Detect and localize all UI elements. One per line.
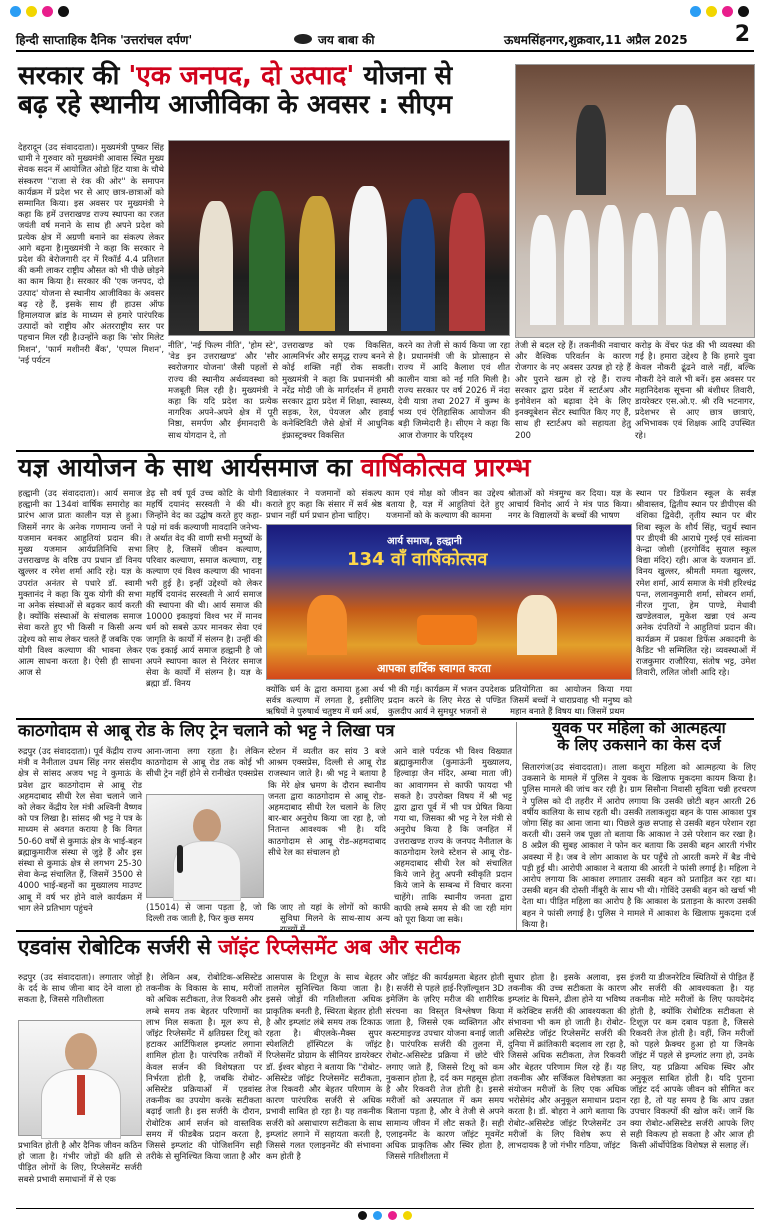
headline-text: योजना से xyxy=(354,61,453,91)
color-dot xyxy=(403,1211,412,1220)
story3-headline xyxy=(18,722,514,740)
tie-shape xyxy=(77,1075,85,1115)
masthead xyxy=(16,22,754,52)
story5-col6: इंजरी या डीजनरेटिव स्थितियों से पीड़ित हैं और सर्जरी की आवश्यकता है। यह तकनीक मोटे मरीजों के लिए फायदेमंद होती है, क्योंकि रोबोटिक सटीकता से टिशूज़ पर कम दबाव पड़ता है, जिससे रिकवरी तेज होती है। वहीं, जिन मरीजों को पहले फ्रैक्चर हुआ हो या जिनके जॉइंट में पहले से इम्प्लांट लगा हो, उनके लिए, यह प्रक्रिया अधिक स्थिर और अनुकूल साबित होती है। यदि पुराना जॉइंट दर्द आपके जीवन को सीमित कर रहा है, तो यह समय है कि आप उन्नत उपचार विकल्पों की खोज करें। जानें कि क्या रोबोट-असिस्टेड सर्जरी आपके लिए सही विकल्प हो सकता है और आज ही किसी ऑर्थोपेडिक विशेषज्ञ से सलाह लें। xyxy=(630,972,754,1151)
shoe-logo-icon xyxy=(294,34,312,44)
person-figure xyxy=(307,595,347,655)
story2-col1: हल्द्वानी (उद संवाददाता)। आर्य समाज हल्द्वानी का 134वां वार्षिक समारोह का प्रारंभ आज प्रातः कालीन यज्ञ से हुआ। जिसमें नगर के अनेक गणमान्य जनों ने यजमान बनकर आहुतियां प्रदान की। मुख्य यजमान आर्यप्रतिनिधि सभा उत्तराखण्ड के वरिष्ठ उप प्रधान डॉ विनय खुल्लर व रमेश शर्मा आदि रहे। यज्ञ के उपरांत अनंतर से पधारे डॉ. स्वामी मुक्तानंद ने कहा कि युक योगी की सभा ना अनेक संस्थाओं से बढ़कर कार्य करती है। क्योंकि संस्थाओं के संचालक समाज सेवा करते हुए भी किसी न किसी अन्य उद्देश्य को साथ लेकर चलते हैं जबकि एक योगी विश्व कल्याण की भावना लेकर आत्म साधना करता है। ऐसी ही साधना आज से xyxy=(18,488,142,678)
person-figure xyxy=(666,105,696,195)
color-dot xyxy=(42,6,53,17)
story2-col3: विद्यालंकार ने यजमानों को संकल्प कराते हुए कहा कि संसार में सर्व श्रेष्ठ प्रधान नहीं धर्म प्रधान होना चाहिए। xyxy=(266,488,382,521)
story5-col3: आसपास के टिशूज़ के साथ बेहतर तालमेल सुनिश्चित किया जाता है। इससे जोड़ों की गतिशीलता अधिक प्राकृतिक बनती है, स्थिरता बेहतर होती है और इम्प्लांट लंबे समय तक टिकाऊ रहता है। बीएलके-मैक्स सुपर स्पेशलिटी हॉस्पिटल के जॉइंट रिप्लेसमेंट प्रोग्राम के सीनियर डायरेक्टर डॉ. ईश्वर बोहरा ने बताया कि "रोबोट-असिस्टेड जॉइंट रिप्लेसमेंट सटीकता, तेज रिकवरी और बेहतर परिणाम के कारण पारंपरिक सर्जरी से अधिक प्रभावी साबित हो रहा है। यह तकनीक सर्जरी को असाधारण सटीकता के साथ इम्प्लांट लगाने में सहायता करती है, जिससे गलत एलाइनमेंट की संभावना कम होती है xyxy=(266,972,382,1162)
story2-col2: डेढ़ सौ वर्ष पूर्व उच्च कोटि के योगी महर्षि दयानंद सरस्वती ने की थी। जिन्होंने वेद का उद्घोष करते हुए कहा-पक्षे मां वर्क कल्याणी मावदानि जनेभ्य-ते अर्थात वेद की वाणी सभी मनुष्यों के लिए है, जिसमें जीवन कल्याण, परिवार कल्याण, समाज कल्याण, राष्ट्र कल्याण एवं विश्व कल्याण की भावना भरी हुई है। इन्हीं उद्देश्यों को लेकर महर्षि दयानंद सरस्वती ने आर्य समाज की स्थापना की थी। आर्य समाज की 10000 इकाइयां विश्व भर में मानव धर्म को सबसे ऊपर मानकर सेवा एवं जागृति के कार्यों में संलग्न है। उन्हीं की एक इकाई आर्य समाज हल्द्वानी है जो अपने स्थापना काल से निरंतर समाज सेवा के कार्यों में संलग्न है। यज्ञ के ब्रह्मा डॉ. विनय xyxy=(146,488,262,689)
story3-col2b: (15014) से जाना पड़ता है, जो कि दिल्ली तक जाती है, फिर कुछ समय xyxy=(146,902,276,924)
person-figure xyxy=(700,211,726,325)
banner-top-text: आर्य समाज, हल्द्वानी xyxy=(387,536,462,547)
arya-samaj-yagya-photo xyxy=(266,524,632,680)
color-dot xyxy=(58,6,69,17)
fire-altar xyxy=(417,615,477,645)
person-figure xyxy=(666,207,692,325)
story5-col5: सुधार होता है। इसके अलावा, इस तकनीक की उच्च सटीकता के कारण इम्प्लांट के घिसने, ढीला होने या भविष्य में करेक्टिव सर्जरी की आवश्यकता की संभावना भी कम हो जाती है। रोबोट-असिस्टेड जॉइंट रिप्लेसमेंट सर्जरी की दुनिया में क्रांतिकारी बदलाव ला रहा है, जिससे अधिक सटीकता, तेज रिकवरी और बेहतर परिणाम मिल रहे हैं। यह तकनीक और सर्जिकल विशेषज्ञता का संयोजन मरीजों के लिए एक अधिक भरोसेमंद और अनुकूल समाधान प्रदान करता है। डॉ. बोहरा ने आगे बताया कि रोबोट-असिस्टेड जॉइंट रिप्लेसमेंट उन मरीजों के लिए विशेष रूप से लाभदायक है जो गंभीर गठिया, जॉइंट xyxy=(508,972,626,1151)
headline-line2: बढ़ रहे स्थानीय आजीविका के अवसर : सीएम xyxy=(18,89,453,120)
banner-main-text: 134 वाँ वार्षिकोत्सव xyxy=(347,549,488,570)
cm-event-photo-main xyxy=(168,140,510,336)
story5-col2: है। लेकिन अब, रोबोटिक-असिस्टेड तकनीक के विकास के साथ, मरीजों को अधिक सटीकता, तेज रिकवरी और लम्बे समय तक बेहतर परिणामों का लाभ मिल सकता है। मूल रूप से, जॉइंट रिप्लेसमेंट में क्षतिग्रस्त टिशू को हटाकर आर्टिफिशल इम्प्लांट लगाना शामिल होता है। पारंपरिक तरीकों में केवल सर्जन की विशेषज्ञता पर निर्भरता होती है, जबकि रोबोट-असिस्टेड प्रक्रियाओं में एडवांस्ड तकनीक का उपयोग करके सटीकता बढ़ाई जाती है। इस सर्जरी के दौरान, रोबोटिक आर्म सर्जन को वास्तविक समय में फीडबैक प्रदान करता है, जिससे इम्प्लांट की पोजिशनिंग सही तरीके से सुनिश्चित किया जाता है और xyxy=(146,972,262,1162)
headline-highlight: 'एक जनपद, दो उत्पाद' xyxy=(128,61,355,91)
story2-caption-col1: क्योंकि धर्म के द्वारा कमाया हुआ अर्थ सर्वत्र कल्याण में लगता है, इसीलिए ऋषियों ने पुरुषार्थ चतुष्टय में धर्म अर्थ, xyxy=(266,684,384,717)
headline-text: सरकार की xyxy=(18,61,129,91)
section-divider xyxy=(16,930,754,932)
color-dot xyxy=(373,1211,382,1220)
color-dot xyxy=(690,6,701,17)
story5-headline xyxy=(18,936,758,959)
mp-ajay-bhatt-photo xyxy=(146,794,264,898)
story2-caption-col3: प्रतियोगिता का आयोजन किया गया जिसमें बच्चों ने धाराप्रवाह भी मनुष्य को महान बनाते हैं विषय था। जिसमें प्रथम xyxy=(510,684,632,717)
microphone-icon xyxy=(177,845,183,873)
color-dot xyxy=(26,6,37,17)
doctor-portrait-photo xyxy=(18,1020,142,1136)
person-figure xyxy=(199,201,233,331)
color-dot xyxy=(738,6,749,17)
person-figure xyxy=(564,210,590,325)
person-figure xyxy=(449,193,485,331)
person-figure xyxy=(530,215,556,325)
story1-col5: तेजी से बदल रहे हैं। तकनीकी नवाचार और वैश्विक परिवर्तन के कारण रोजगार के नए अवसर उत्पन्न हो रहे हैं और पुराने खत्म हो रहे हैं। राज्य सरकार द्वारा प्रदेश में स्टार्टअप और इनोवेशन को बढ़ावा देने के लिए इनक्यूबेशन सेंटर स्थापित किए गए हैं, साथ ही स्टार्टअप को सहायता हेतु 200 xyxy=(515,340,631,440)
person-figure xyxy=(517,595,557,655)
person-figure xyxy=(401,199,435,331)
story1-col2: नीति', 'नई फिल्म नीति', 'होम स्टे', 'वेड इन उत्तराखण्ड' और 'सौर स्वरोजगार योजना' जैसी पहलों से राज्य की स्थानीय अर्थव्यवस्था को मजबूती मिल रही है। मुख्यमंत्री ने कहा कि यदि प्रदेश का प्रत्येक नागरिक अपने-अपने क्षेत्र में पूरी निष्ठा, समर्पण और ईमानदारी के साथ योगदान दे, तो xyxy=(168,340,278,440)
person-figure xyxy=(598,205,624,325)
color-dot xyxy=(10,6,21,17)
story3-col3b: जाए तो यहां के लोगों को काफी सुविधा मिलने के साथ-साथ अन्य xyxy=(280,902,390,924)
person-figure xyxy=(173,841,241,901)
story1-col3: उत्तराखण्ड को एक विकसित, आत्मनिर्भर और समृद्ध राज्य बनने से कोई शक्ति नहीं रोक सकती। मुख्यमंत्री ने कहा कि प्रधानमंत्री श्री नरेंद्र मोदी जी के मार्गदर्शन में हमारी सरकार द्वारा प्रदेश में शिक्षा, स्वास्थ्य, सड़क, रेल, पेयजल और हवाई कनेक्टिविटी जैसे क्षेत्रों में आधुनिक इंफ्रास्ट्रक्चर विकसित xyxy=(282,340,394,440)
story2-col6: स्थान पर डिफेंशन स्कूल के सर्वज्ञ श्रीवास्तव, द्वितीय स्थान पर डीपीएस की वंशिका द्विवेदी, तृतीय स्थान पर बीर शिबा स्कूल के शौर्य सिंह, चतुर्थ स्थान पर डीएवी की आराधे गुरुई एवं सांत्वना केन्द्रा जोशी (हरगोविंद सुयाल स्कूल विद्या मंदिर) रही। आज के यजमान डॉ. विनय खुल्लर, श्रीमती ममता खुल्लर, रमेश शर्मा, आर्य समाज के मंत्री हरिश्चंद्र पन्त, ललानकुमारी शर्मा, सोबरन शर्मा, नीरज गुप्ता, हेम पाण्डे, मेधावी खण्डेलवाल, मुकेश खन्ना एवं अन्य अनेक दंपतियों ने आहुतियां प्रदान की। कार्यक्रम में प्रकाश डिफेंस अकादमी के कैडिट भी सम्मिलित रहे। व्यवस्थाओं में राजकुमार राजौरिया, संतोष भट्ट, उमेश तिवारी, ललित जोशी आदि रहे। xyxy=(636,488,756,678)
top-color-dots xyxy=(10,6,69,17)
headline-text: यज्ञ आयोजन के साथ आर्यसमाज का xyxy=(18,453,361,482)
issue-date: ऊधमसिंहनगर,शुक्रवार,11 अप्रैल 2025 xyxy=(504,32,688,47)
person-figure xyxy=(632,213,658,325)
story3-col4: आने वाले पर्यटक भी विश्व विख्यात ब्रह्माकुमारीज (कुमाऊंनी मुख्यालय, हिल्वाड़ा जैन मंदिर, अम्बा माता जी) का आवागमन से काफी फायदा भी सकते है। उपरोक्त विषय में श्री भट्ट द्वारा द्वारा पूर्व में भी पत्र प्रेषित किया गया था, जिसका श्री भट्ट ने रेल मंत्री से अनुरोध किया है कि जनहित में उत्तराखण्ड राज्य के जनपद नैनीताल के काठगोदाम रेलवे स्टेशन से आबू रोड-अहमदाबाद सीधी रेल को संचालित किये जाने हेतु अपनी स्वीकृति प्रदान किये जाने के सम्बन्ध में विचार करना चाहेंगे। ताकि स्थानीय जनता द्वारा काफी लम्बे समय से की जा रही मांग को पूरा किया जा सके। xyxy=(394,746,512,925)
masthead-center xyxy=(294,31,374,48)
footer-color-marks xyxy=(16,1208,754,1222)
headline-text: काठगोदाम से आबू रोड के लिए ट्रेन चलाने को भट्ट ने लिखा पत्र xyxy=(18,721,395,740)
section-divider xyxy=(16,450,754,452)
color-dot xyxy=(706,6,717,17)
story1-col6: करोड़ के वेंचर फंड की भी व्यवस्था की गई है। हमारा उद्देश्य है कि हमारे युवा केवल नौकरी ढूंढने वाले नहीं, बल्कि नौकरी देने वाले भी बनें। इस अवसर पर महानिदेशक सूचना श्री बंशीधर तिवारी, डायरेक्टर एस.ओ.ए. श्री रवि भटनागर, प्रदेशभर से आए छात्र छात्राएं, अभिभावक एवं शिक्षक आदि उपस्थित रहे। xyxy=(635,340,755,440)
page-number: 2 xyxy=(734,22,750,47)
story5-col1-bottom: प्रभावित होती है और दैनिक जीवन कठिन हो जाता है। गंभीर जोड़ों की क्षति से पीड़ित लोगों के लिए, रिप्लेसमेंट सर्जरी सबसे प्रभावी समाधानों में से एक xyxy=(18,1140,142,1184)
person-head xyxy=(193,809,221,843)
story1-headline xyxy=(18,62,508,119)
story4-headline xyxy=(522,720,756,754)
story1-col4: करने का तेजी से कार्य किया जा रहा है। प्रधानमंत्री जी के प्रोत्साहन से राज्य में आदि कैलाश एवं शीत कालीन यात्रा को नई गति मिली है। राज्य सरकार पर वर्ष 2026 में नंदा देवी यात्रा तथा 2027 में कुम्भ के भव्य एवं ऐतिहासिक आयोजन की बड़ी जिम्मेदारी है। सीएम ने कहा कि आज रोजगार के परिदृश्य xyxy=(398,340,510,440)
headline-text: एडवांस रोबोटिक सर्जरी से xyxy=(18,935,219,959)
banner-bottom-text: आपका हार्दिक स्वागत करता xyxy=(377,662,491,675)
person-figure xyxy=(249,191,285,331)
person-head xyxy=(65,1033,97,1071)
headline-highlight: वार्षिकोत्सव प्रारम्भ xyxy=(360,453,531,482)
headline-highlight: जॉइंट रिप्लेसमेंट अब और सटीक xyxy=(218,935,461,959)
color-dot xyxy=(358,1211,367,1220)
person-figure xyxy=(576,105,606,195)
story4-body: सितारगंज(उद संवाददाता)। ताला कशुरा महिला को आत्महत्या के लिए उकसाने के मामले में पुलिस ने युवक के खिलाफ मुकदमा कायम किया है। पुलिस मामले की जांच कर रही है। ग्राम सिसौना निवासी सुविता चन्नी हरचरण ने पुलिस को दी तहरीर में आरोप लगाया कि उसकी छोटी बहन आरती 26 वर्षीय कालिया के साथ रहती थी। उसकी तलाकशुदा बहन के पास आकाश पुत्र जोगा सिंह का आना जाना था। पिछले कुछ सप्ताह से उसकी बहन परेशान रहा करती थी। उसने जब पूछा तो बताया कि आकाश ने उसे परेशान कर रखा है। 8 अप्रैल की सुबह आकाश ने फोन कर बताया कि उसकी बहन आरती गंभीर अवस्था में है। जब वे लोग आकाश के घर पहुँचे तो आरती कमरे में बैड नीचे पड़ी हुई थी। आरोपी आकाश ने बताया की आरती ने फांसी लगाई है। महिला ने आरोप लगाया कि आकाश लगातार उसकी बहन को प्रताड़ित कर रहा था। उसकी बहन की दोस्ती नींबूरी के साथ भी थी। गोविंदे उसकी बहन को खर्चा भी देता था। पीड़ित महिला का आरोप है कि आकाश के प्रताड़ना के कारण उसकी बहन ने फांसी लगाई है। पुलिस ने मामले में आकाश के खिलाफ मुकदमा दर्ज किया है। xyxy=(522,762,756,929)
headline-line2: के लिए उकसाने का केस दर्ज xyxy=(557,736,721,755)
person-figure xyxy=(299,196,335,331)
story2-col4: काम एवं मोक्ष को जीवन का उद्देश्य बताया है, यज्ञ में आहुतियां देते हुए यजमानों को के कल्याण की कामना xyxy=(386,488,504,521)
cm-event-photo-side xyxy=(515,64,755,338)
masthead-slogan: जय बाबा की xyxy=(318,32,375,47)
story1-col1: देहरादून (उद संवाददाता)। मुख्यमंत्री पुष्कर सिंह धामी ने गुरुवार को मुख्यमंत्री आवास स्थित मुख्य सेवक सदन में आयोजित ओडो हिंट यात्रा के चौथे संस्करण ''राजा से रंक की ओर'' के समापन कार्यक्रम में प्रदेश भर से आए छात्र-छात्राओं को सम्मानित किया। इस अवसर पर मुख्यमंत्री ने कहा कि हमें उत्तराखण्ड राज्य स्थापना का रजत जयंती वर्ष मनाने के साथ ही अपने प्रदेश को प्रत्येक क्षेत्र में अग्रणी बनाने का संकल्प लेकर आगे बढ़ना है।मुख्यमंत्री ने कहा कि सरकार ने प्रदेश की बेरोजगारी दर में रिकॉर्ड 4.4 प्रतिशत की कमी लाकर राष्ट्रीय औसत को भी पीछे छोड़ने का काम किया है। सरकार की 'एक जनपद, दो उत्पाद' योजना से स्थानीय आजीविका के अवसर बढ़ रहे हैं, इसके साथ ही हाउस ऑफ हिमालयाज ब्रांड के माध्यम से हमारे पारंपरिक उत्पादों को राष्ट्रीय और अंतरराष्ट्रीय स्तर पर पहचान मिल रही है।उन्होंने कहा कि 'सोर मिलेट मिशन', 'फार्म मशीनरी बैंक', 'एप्पल मिशन', 'नई पर्यटन xyxy=(18,142,164,365)
person-figure xyxy=(349,186,387,331)
story3-col3: स्टेशन में व्यतीत कर सांय 3 बजे आश्रम एक्सप्रेस, दिल्ली से आबू रोड राजस्थान जाते है। श्री भट्ट ने बताया है कि मेरे क्षेत्र भ्रमण के दौरान स्थानीय जनता द्वारा काठगोदाम से आबू रोड-अहमदाबाद सीधी रेल चलाने के लिए बार-बार अनुरोध किया जा रहा है, जो नितान्त आवश्यक भी है। यदि काठगोदाम से आबू रोड-अहमदाबाद सीधे रेल का संचालन हो xyxy=(268,746,386,857)
color-dot xyxy=(388,1211,397,1220)
story3-col2: आना-जाना लगा रहता है। लेकिन काठगोदाम से आबू रोड तक कोई भी सीधी ट्रेन नहीं होने से रानीखेत एक्सप्रेस xyxy=(146,746,264,779)
color-dot xyxy=(722,6,733,17)
headline-line1: युवक पर महिला को आत्महत्या xyxy=(552,719,726,737)
story5-col4: और जॉइंट की कार्यक्षमता बेहतर होती है। सर्जरी से पहले हाई-रिज़ॉल्यूशन 3D इमेजिंग के ज़रिए मरीज की शारीरिक संरचना का विस्तृत विश्लेषण किया जाता है, जिससे एक व्यक्तिगत और कस्टमाइज्ड उपचार योजना बनाई जाती है। पारंपरिक सर्जरी की तुलना में, रोबोट-असिस्टेड प्रक्रिया में छोटे चीरे लगाए जाते हैं, जिससे टिशू को कम नुकसान होता है, दर्द कम महसूस होता है और रिकवरी तेज होती है। इससे मरीजों को अस्पताल में कम समय बिताना पड़ता है, और वे तेजी से अपने सामान्य जीवन में लौट सकते हैं। सही एलाइनमेंट के कारण जॉइंट मूवमेंट अधिक प्राकृतिक और स्थिर होता है, जिससे गतिशीलता में xyxy=(386,972,504,1162)
story3-col1: रुद्रपुर (उद संवाददाता)। पूर्व केंद्रीय राज्य मंत्री व नैनीताल उधम सिंह नगर संसदीय क्षेत्र से सांसद अजय भट्ट ने कुमाऊं के प्रवेश द्वार काठगोदाम से आबू रोड अहमदाबाद सीधी रेल सेवा चलाने जाने को लेकर केंद्रीय रेल मंत्री अश्विनी वैष्णव को पत्र लिखा है। सांसद श्री भट्ट ने पत्र के माध्यम से अवगत कराया है कि विगत 50-60 वर्षों से कुमाऊं क्षेत्र के भाई-बहन ब्रह्माकुमारीज संस्था से जुड़े हैं और इस संस्था से कुमाऊं क्षेत्र से लगभग 25-30 सेवा केन्द्र संचालित हैं, जिसमें 3500 से 4000 भाई-बहनों का मुख्यालय माउण्ट आबू में वर्ष भर होने वाले कार्यक्रम में भाग लेने प्रतिभाग पहुंचने xyxy=(18,746,142,913)
top-color-dots-right xyxy=(690,6,749,17)
story2-caption-col2: भी की गई। कार्यक्रम में भजन उपदेशक प्रदान करने के लिए मेरठ से पण्डित कुलदीप आर्य ने सुमधुर भजनों से xyxy=(388,684,506,717)
story2-headline xyxy=(18,454,758,482)
story2-col5: श्रोताओं को मंत्रमुग्ध कर दिया। यज्ञ के आचार्य विनोद आर्य ने मंत्र पाठ किया। नगर के विद्यालयों के बच्चों की भाषण xyxy=(508,488,632,521)
newspaper-name: हिन्दी साप्ताहिक दैनिक 'उत्तरांचल दर्पण' xyxy=(16,32,193,47)
story5-col1-top: रुद्रपुर (उद संवाददाता)। लगातार जोड़ों के दर्द के साथ जीना बाद देने वाला हो सकता है, जिससे गतिशीलता xyxy=(18,972,142,1005)
column-divider xyxy=(516,722,517,930)
